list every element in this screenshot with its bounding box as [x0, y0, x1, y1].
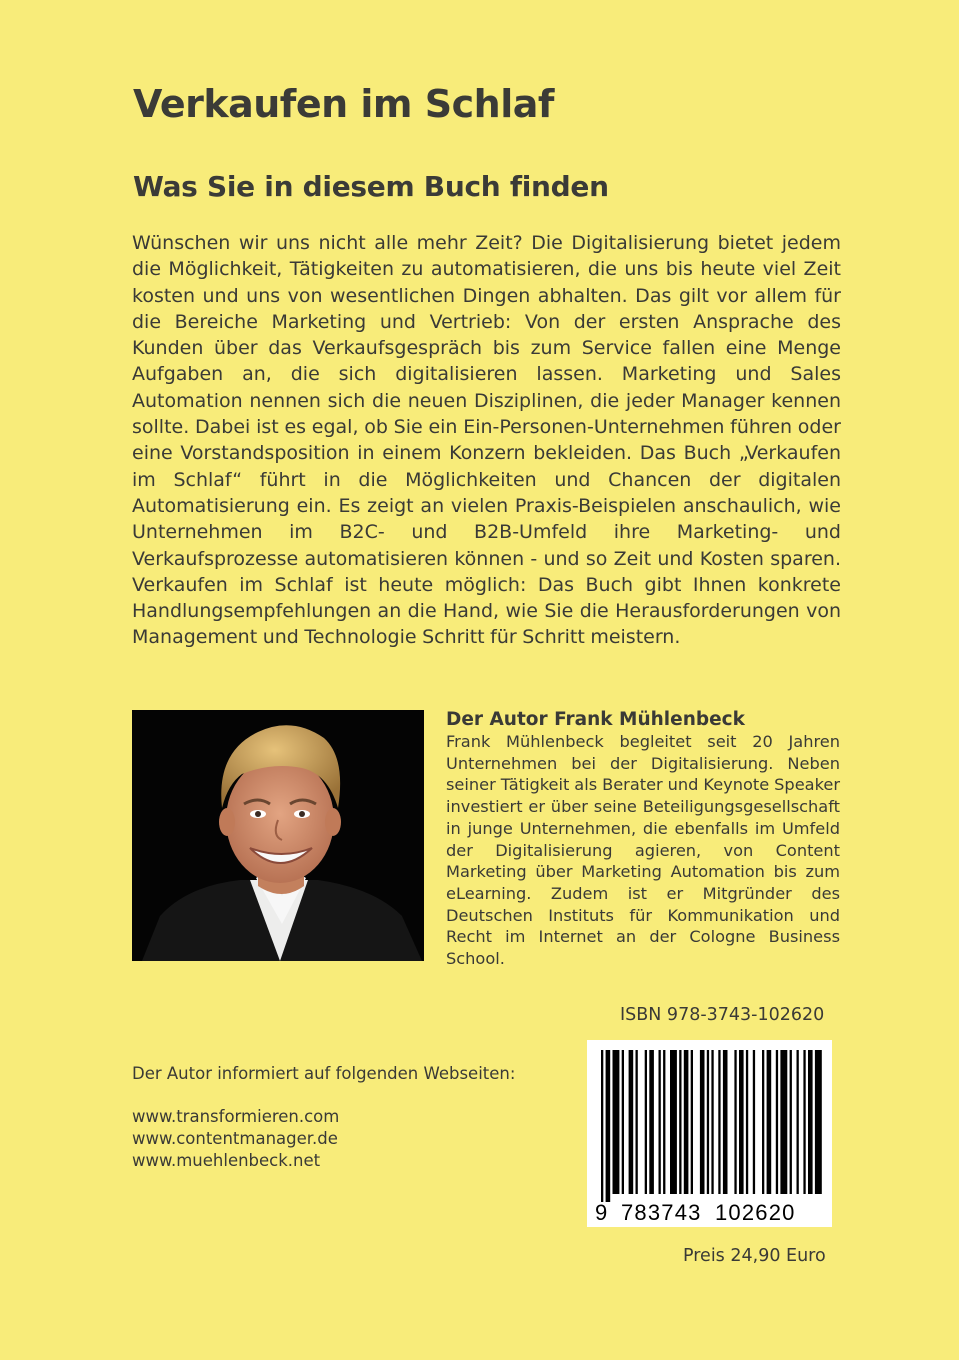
website-link[interactable]: www.muehlenbeck.net: [132, 1151, 321, 1170]
barcode-bar: [776, 1050, 778, 1194]
barcode-bar: [790, 1050, 792, 1194]
author-heading: Der Autor Frank Mühlenbeck: [446, 709, 745, 730]
author-photo: [132, 710, 424, 961]
barcode-bar: [746, 1050, 748, 1194]
barcode-bar: [659, 1050, 661, 1194]
barcode-right-digits: 102620: [715, 1200, 796, 1225]
barcode-bar: [663, 1050, 665, 1194]
website-link[interactable]: www.contentmanager.de: [132, 1129, 338, 1148]
section-subtitle: Was Sie in diesem Buch finden: [133, 170, 609, 203]
barcode-bar: [691, 1050, 693, 1194]
barcode-bar: [670, 1050, 677, 1194]
author-portrait-illustration: [132, 710, 424, 961]
book-description: Wünschen wir uns nicht alle mehr Zeit? Die Digitalisierung bietet jedem die Möglichkeit, Tätigkeiten zu automatisieren, die uns bis heute viel Zeit kosten und uns von wesentlichen Dingen abhalten. Das gilt vor allem für die Bereiche Marketing und Vertrieb: Von der ersten Ansprache des Kunden über das Verkaufsgespräch bis zum Service fallen eine Menge Aufgaben an, die sich digitalisieren lassen. Marketing und Sales Automation nennen sich die neuen Disziplinen, die jeder Manager kennen sollte. Dabei ist es egal, ob Sie ein Ein-Personen-Unternehmen führen oder eine Vorstandsposition in einem Konzern bekleiden. Das Buch „Verkaufen im Schlaf“ führt in die Möglichkeiten und Chancen der digitalen Automatisierung ein. Es zeigt an vielen Praxis-Beispielen anschaulich, wie Unternehmen im B2C- und B2B-Umfeld ihre Marketing- und Verkaufsprozesse automatisieren können - und so Zeit und Kosten sparen. Verkaufen im Schlaf ist heute möglich: Das Buch gibt Ihnen konkrete Handlungsempfehlungen an die Hand, wie Sie die Herausforderungen von Management und Technologie Schritt für Schritt meistern.: [132, 232, 841, 649]
barcode-bar: [679, 1050, 681, 1194]
barcode-bar: [622, 1050, 624, 1194]
barcode-bar: [753, 1050, 755, 1194]
barcode-bar: [780, 1050, 787, 1194]
barcode-bar: [700, 1050, 705, 1194]
barcode-bar: [606, 1050, 611, 1202]
barcode-bar: [808, 1050, 813, 1194]
barcode-bar: [815, 1050, 822, 1194]
barcode-lead-digit: 9: [595, 1200, 608, 1225]
author-bio: Frank Mühlenbeck begleitet seit 20 Jahren Unternehmen bei der Digitalisierung. Neben seiner Tätigkeit als Berater und Keynote Speaker investiert er über seine Beteiligungsgesellschaft in junge Unternehmen, die ebenfalls im Umfeld der Digitalisierung agieren, von Content Marketing über Marketing Automation bis zum eLearning. Zudem ist er Mitgründer des Deutschen Instituts für Kommunikation und Recht im Internet an der Cologne Business School.: [446, 732, 840, 969]
websites-list: [132, 1106, 339, 1172]
barcode-bar: [723, 1050, 728, 1194]
barcode-bar: [762, 1050, 764, 1194]
barcode-bar: [601, 1050, 603, 1202]
barcode-bar: [739, 1050, 744, 1194]
barcode-bar: [645, 1050, 647, 1194]
price-label: Preis 24,90 Euro: [683, 1246, 826, 1266]
isbn-barcode: [587, 1040, 832, 1227]
barcode-bar: [629, 1050, 634, 1194]
barcode-left-digits: 783743: [621, 1200, 702, 1225]
barcode-bar: [803, 1050, 805, 1194]
barcode-bar: [767, 1050, 772, 1194]
barcode-bar: [636, 1050, 638, 1194]
barcode-graphic: [587, 1040, 832, 1227]
barcode-bar: [797, 1050, 799, 1194]
barcode-bar: [613, 1050, 620, 1194]
barcode-bar: [718, 1050, 720, 1194]
isbn-label: ISBN 978-3743-102620: [620, 1005, 825, 1025]
websites-intro: Der Autor informiert auf folgenden Webseiten:: [132, 1064, 516, 1083]
barcode-bar: [649, 1050, 654, 1194]
barcode-bars: [601, 1050, 822, 1202]
barcode-bar: [684, 1050, 689, 1194]
barcode-bar: [734, 1050, 736, 1194]
barcode-bar: [711, 1050, 713, 1194]
website-link[interactable]: www.transformieren.com: [132, 1107, 340, 1126]
book-title: Verkaufen im Schlaf: [133, 82, 554, 126]
barcode-bar: [707, 1050, 709, 1194]
